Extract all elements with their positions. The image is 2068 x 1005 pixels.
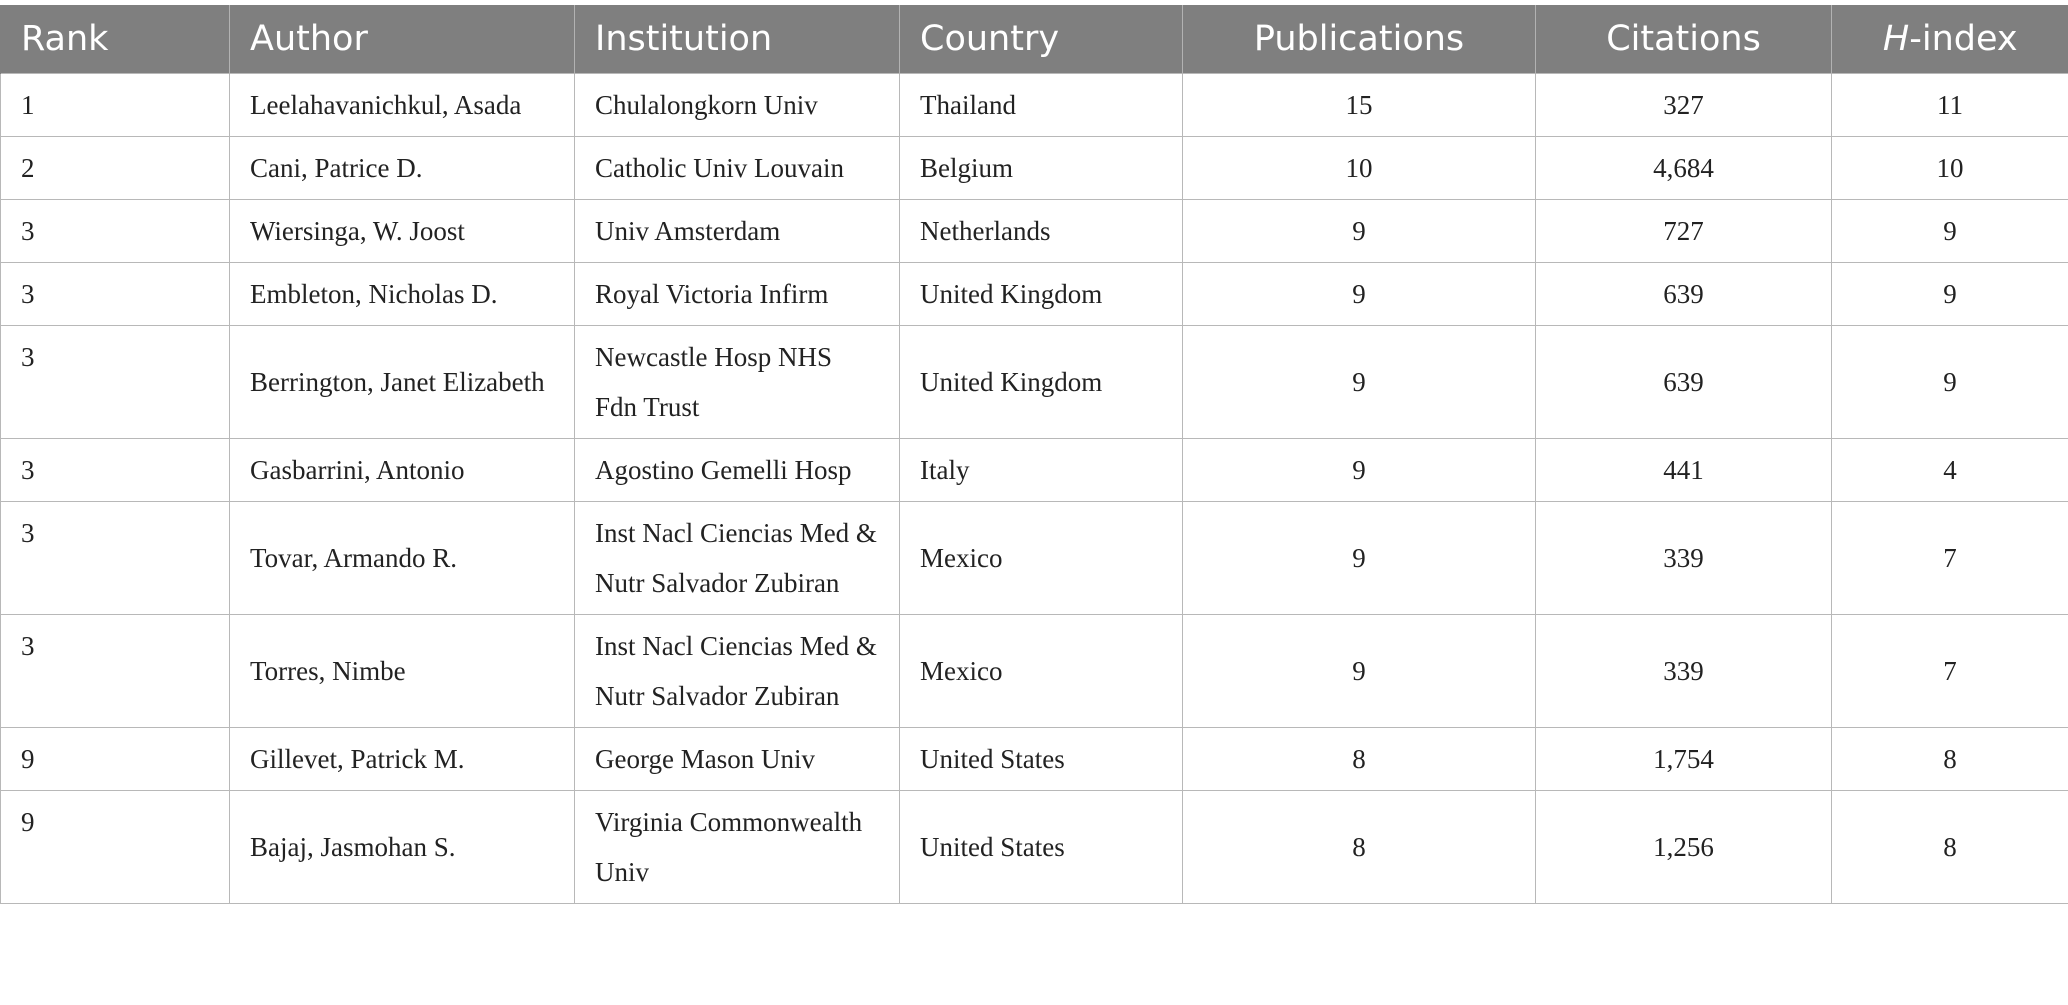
table-row bbox=[1, 199, 2068, 262]
cell-publications: 9 bbox=[1183, 614, 1536, 727]
cell-rank: 2 bbox=[1, 136, 230, 199]
cell-institution: Chulalongkorn Univ bbox=[575, 73, 900, 136]
cell-author: Gasbarrini, Antonio bbox=[230, 438, 575, 501]
cell-institution: Agostino Gemelli Hosp bbox=[575, 438, 900, 501]
cell-country: United States bbox=[900, 727, 1183, 790]
table-row bbox=[1, 614, 2068, 727]
cell-h-index: 4 bbox=[1832, 438, 2068, 501]
cell-citations: 4,684 bbox=[1536, 136, 1832, 199]
cell-country: United Kingdom bbox=[900, 262, 1183, 325]
cell-h-index: 9 bbox=[1832, 325, 2068, 438]
cell-citations: 339 bbox=[1536, 614, 1832, 727]
cell-institution: George Mason Univ bbox=[575, 727, 900, 790]
cell-publications: 9 bbox=[1183, 262, 1536, 325]
cell-rank: 9 bbox=[1, 727, 230, 790]
cell-publications: 15 bbox=[1183, 73, 1536, 136]
cell-h-index: 9 bbox=[1832, 262, 2068, 325]
cell-institution: Newcastle Hosp NHS Fdn Trust bbox=[575, 325, 900, 438]
cell-author: Cani, Patrice D. bbox=[230, 136, 575, 199]
cell-citations: 1,754 bbox=[1536, 727, 1832, 790]
header-author: Author bbox=[230, 5, 575, 73]
table-row bbox=[1, 325, 2068, 438]
cell-publications: 9 bbox=[1183, 501, 1536, 614]
cell-citations: 441 bbox=[1536, 438, 1832, 501]
cell-rank: 1 bbox=[1, 73, 230, 136]
header-institution: Institution bbox=[575, 5, 900, 73]
header-country: Country bbox=[900, 5, 1183, 73]
header-citations: Citations bbox=[1536, 5, 1832, 73]
cell-citations: 639 bbox=[1536, 262, 1832, 325]
cell-rank: 3 bbox=[1, 501, 230, 614]
cell-author: Torres, Nimbe bbox=[230, 614, 575, 727]
cell-author: Bajaj, Jasmohan S. bbox=[230, 790, 575, 903]
table-row bbox=[1, 136, 2068, 199]
cell-rank: 3 bbox=[1, 199, 230, 262]
cell-h-index: 9 bbox=[1832, 199, 2068, 262]
cell-country: Belgium bbox=[900, 136, 1183, 199]
table-row bbox=[1, 73, 2068, 136]
cell-rank: 3 bbox=[1, 614, 230, 727]
cell-author: Embleton, Nicholas D. bbox=[230, 262, 575, 325]
cell-h-index: 7 bbox=[1832, 614, 2068, 727]
table-row bbox=[1, 262, 2068, 325]
header-rank: Rank bbox=[1, 5, 230, 73]
table-row bbox=[1, 501, 2068, 614]
cell-citations: 327 bbox=[1536, 73, 1832, 136]
header-h-index bbox=[1832, 5, 2068, 73]
cell-country: United Kingdom bbox=[900, 325, 1183, 438]
cell-rank: 3 bbox=[1, 325, 230, 438]
table-row bbox=[1, 438, 2068, 501]
table-row bbox=[1, 790, 2068, 903]
cell-h-index: 8 bbox=[1832, 790, 2068, 903]
cell-author: Tovar, Armando R. bbox=[230, 501, 575, 614]
table-header-row bbox=[1, 5, 2068, 73]
cell-h-index: 10 bbox=[1832, 136, 2068, 199]
cell-citations: 1,256 bbox=[1536, 790, 1832, 903]
cell-citations: 339 bbox=[1536, 501, 1832, 614]
cell-institution: Inst Nacl Ciencias Med & Nutr Salvador Zubiran bbox=[575, 614, 900, 727]
cell-publications: 8 bbox=[1183, 727, 1536, 790]
header-publications: Publications bbox=[1183, 5, 1536, 73]
cell-rank: 3 bbox=[1, 438, 230, 501]
cell-author: Leelahavanichkul, Asada bbox=[230, 73, 575, 136]
cell-publications: 9 bbox=[1183, 325, 1536, 438]
cell-author: Wiersinga, W. Joost bbox=[230, 199, 575, 262]
cell-institution: Virginia Commonwealth Univ bbox=[575, 790, 900, 903]
table-row bbox=[1, 727, 2068, 790]
cell-publications: 9 bbox=[1183, 438, 1536, 501]
cell-country: Thailand bbox=[900, 73, 1183, 136]
cell-publications: 9 bbox=[1183, 199, 1536, 262]
cell-h-index: 8 bbox=[1832, 727, 2068, 790]
cell-institution: Inst Nacl Ciencias Med & Nutr Salvador Zubiran bbox=[575, 501, 900, 614]
cell-publications: 10 bbox=[1183, 136, 1536, 199]
cell-rank: 3 bbox=[1, 262, 230, 325]
cell-country: Mexico bbox=[900, 501, 1183, 614]
header-h-index-suffix: -index bbox=[1909, 18, 2018, 59]
cell-publications: 8 bbox=[1183, 790, 1536, 903]
cell-citations: 639 bbox=[1536, 325, 1832, 438]
cell-institution: Catholic Univ Louvain bbox=[575, 136, 900, 199]
cell-rank: 9 bbox=[1, 790, 230, 903]
cell-h-index: 11 bbox=[1832, 73, 2068, 136]
header-h-index-h: H bbox=[1882, 18, 1910, 59]
cell-country: Italy bbox=[900, 438, 1183, 501]
cell-country: Netherlands bbox=[900, 199, 1183, 262]
cell-institution: Royal Victoria Infirm bbox=[575, 262, 900, 325]
author-table-container bbox=[0, 5, 2068, 904]
top-authors-table bbox=[0, 5, 2068, 904]
cell-country: United States bbox=[900, 790, 1183, 903]
cell-author: Berrington, Janet Elizabeth bbox=[230, 325, 575, 438]
cell-country: Mexico bbox=[900, 614, 1183, 727]
cell-h-index: 7 bbox=[1832, 501, 2068, 614]
cell-institution: Univ Amsterdam bbox=[575, 199, 900, 262]
cell-author: Gillevet, Patrick M. bbox=[230, 727, 575, 790]
cell-citations: 727 bbox=[1536, 199, 1832, 262]
